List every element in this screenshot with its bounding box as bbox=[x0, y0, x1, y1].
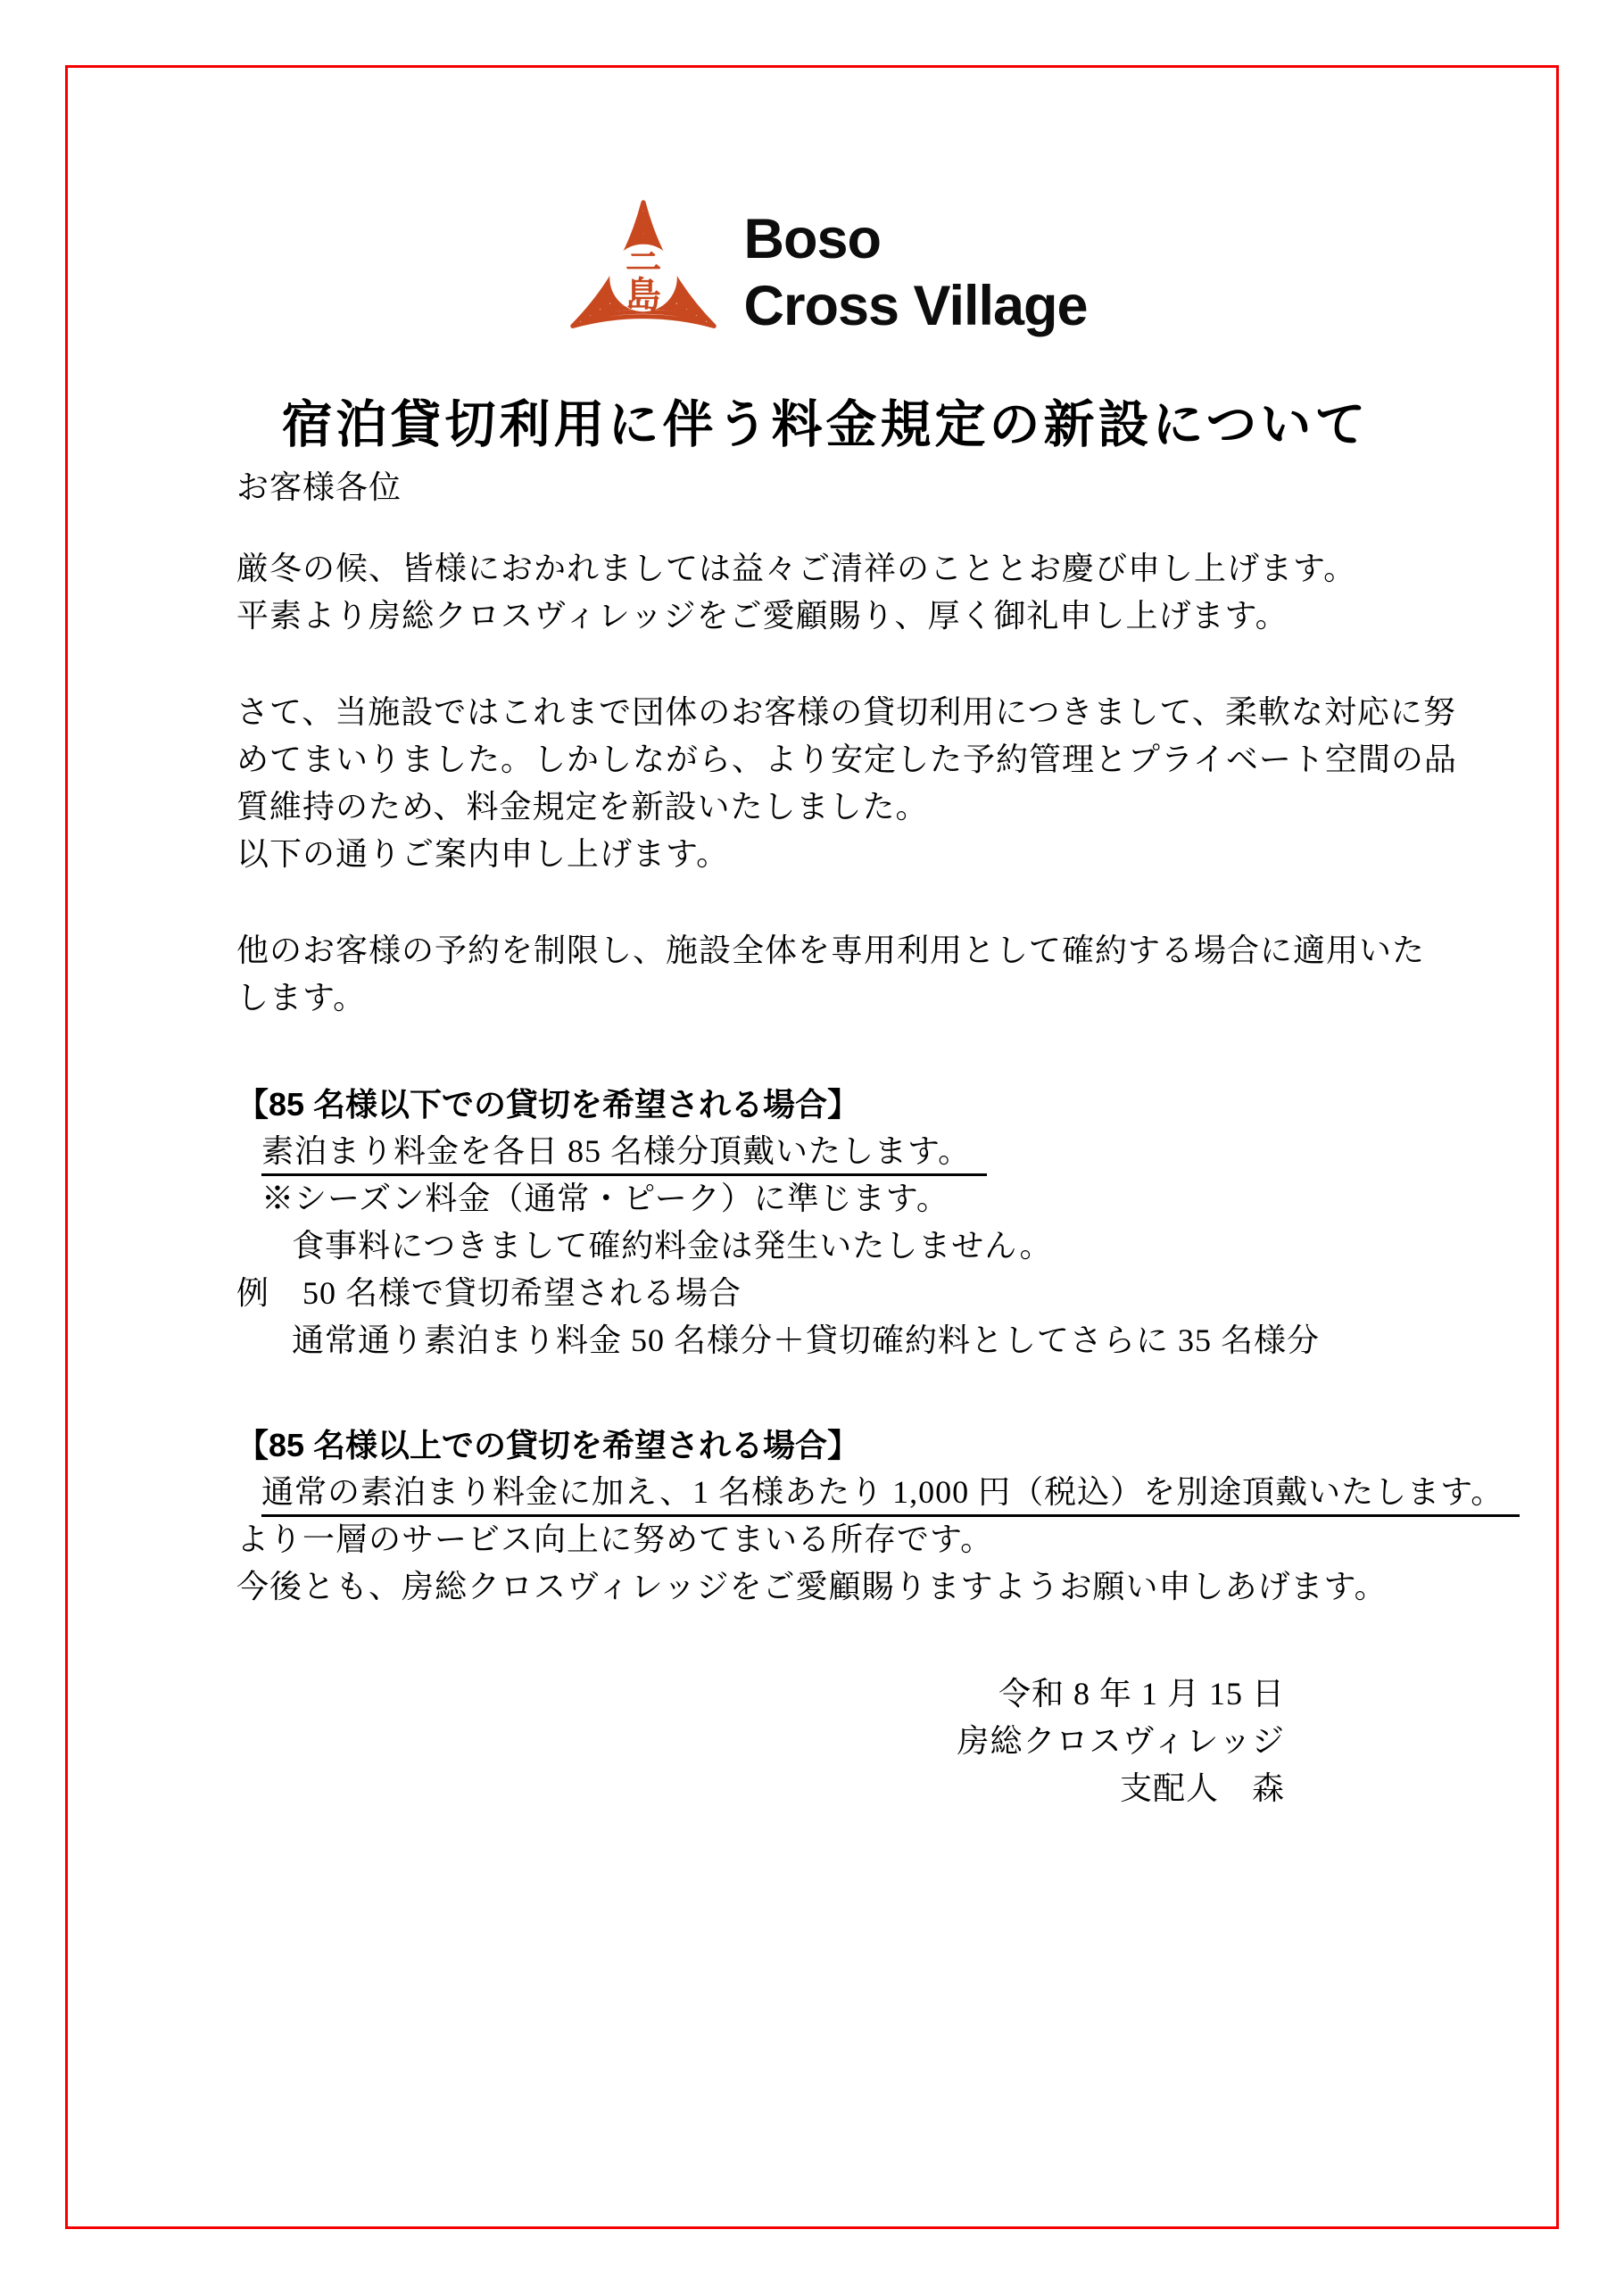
body-line: さて、当施設ではこれまで団体のお客様の貸切利用につきまして、柔軟な対応に努 bbox=[236, 694, 1456, 730]
logo-wordmark bbox=[743, 206, 1087, 340]
section-heading: 【85 名様以上での貸切を希望される場合】 bbox=[236, 1427, 860, 1463]
underlined-rule-line bbox=[236, 1128, 1414, 1175]
salutation: お客様各位 bbox=[236, 469, 402, 505]
wordmark-line-1: Boso bbox=[743, 208, 881, 270]
logo-row bbox=[236, 189, 1414, 357]
body-line: します。 bbox=[236, 980, 367, 1015]
underlined-rule: 通常の素泊まり料金に加え、1 名様あたり 1,000 円（税込）を別途頂戴いたします。 bbox=[261, 1474, 1520, 1517]
body-line: 厳冬の候、皆様におかれましては益々ご清祥のこととお慶び申し上げます。 bbox=[236, 551, 1357, 586]
body-line: 以下の通りご案内申し上げます。 bbox=[236, 836, 730, 872]
letter-content bbox=[236, 189, 1504, 1812]
example-detail: 通常通り素泊まり料金 50 名様分＋貸切確約料としてさらに 35 名様分 bbox=[292, 1322, 1321, 1358]
underlined-rule: 素泊まり料金を各日 85 名様分頂戴いたします。 bbox=[261, 1133, 987, 1176]
section-under-85 bbox=[236, 1081, 1414, 1364]
closing-line: 今後とも、房総クロスヴィレッジをご愛顧賜りますようお願い申しあげます。 bbox=[236, 1569, 1388, 1604]
signature-date: 令和 8 年 1 月 15 日 bbox=[998, 1676, 1285, 1712]
section-over-85 bbox=[236, 1422, 1504, 1516]
body-line: めてまいりました。しかしながら、より安定した予約管理とプライベート空間の品 bbox=[236, 742, 1457, 777]
crest-kanji-top: 三 bbox=[626, 236, 662, 277]
page-title: 宿泊貸切利用に伴う料金規定の新設について bbox=[281, 397, 1370, 453]
greeting-paragraph bbox=[236, 545, 1414, 640]
mishima-crest-icon bbox=[563, 193, 724, 353]
signature-signer: 支配人 森 bbox=[1119, 1770, 1285, 1806]
scope-paragraph bbox=[236, 927, 1426, 1022]
wordmark-line-2: Cross Village bbox=[743, 275, 1088, 337]
intro-paragraph bbox=[236, 689, 1457, 878]
note-line: ※シーズン料金（通常・ピーク）に準じます。 bbox=[261, 1181, 949, 1216]
body-line: 質維持のため、料金規定を新設いたしました。 bbox=[236, 789, 929, 825]
signature-company: 房総クロスヴィレッジ bbox=[957, 1723, 1285, 1759]
body-line: 平素より房総クロスヴィレッジをご愛顧賜り、厚く御礼申し上げます。 bbox=[236, 598, 1288, 634]
letter-body bbox=[236, 464, 1504, 1812]
closing-line: より一層のサービス向上に努めてまいる所存です。 bbox=[236, 1521, 994, 1557]
body-line: 他のお客様の予約を制限し、施設全体を専用利用として確約する場合に適用いた bbox=[236, 932, 1426, 968]
underlined-rule-line bbox=[236, 1469, 1504, 1516]
section-heading: 【85 名様以下での貸切を希望される場合】 bbox=[236, 1086, 860, 1123]
example-label: 例 50 名様で貸切希望される場合 bbox=[236, 1275, 742, 1311]
crest-kanji-bottom: 島 bbox=[626, 275, 662, 315]
note-line: 食事料につきまして確約料金は発生いたしません。 bbox=[292, 1228, 1053, 1264]
signature-block bbox=[236, 1670, 1414, 1812]
